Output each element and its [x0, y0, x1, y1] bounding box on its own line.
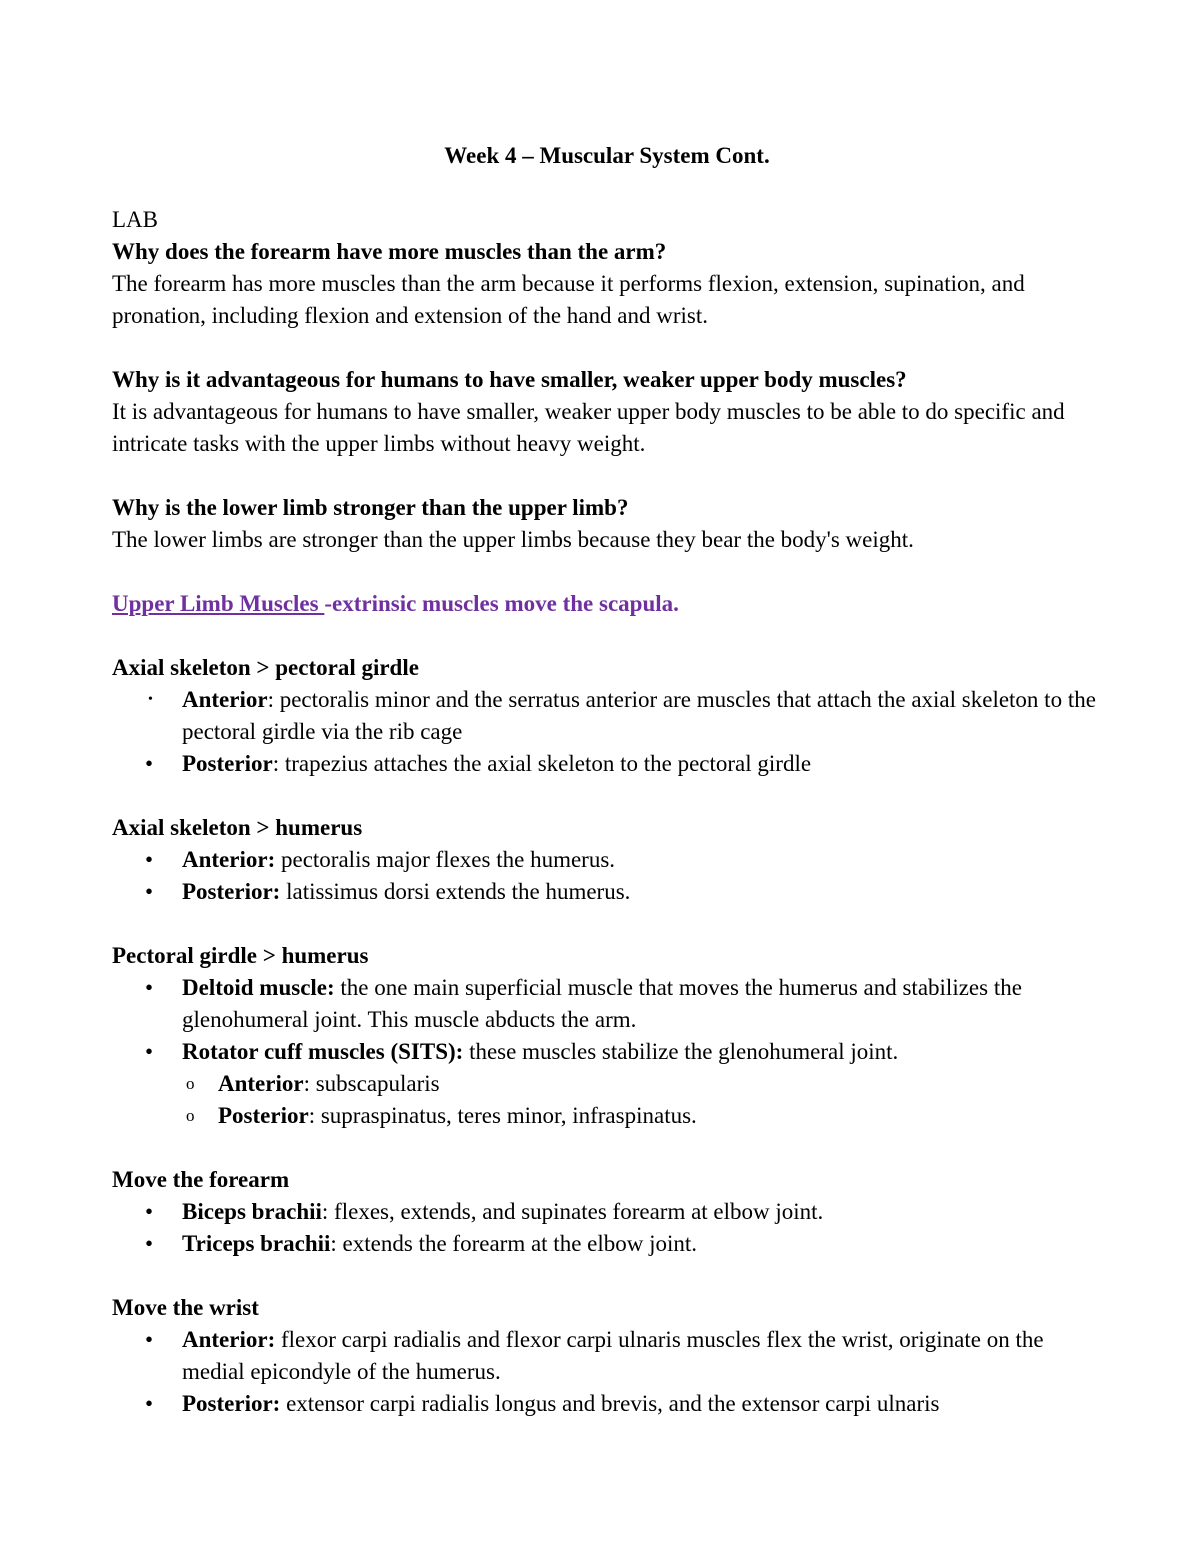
bullet-icon: • — [145, 1199, 154, 1224]
section-heading-move-wrist: Move the wrist — [112, 1295, 259, 1320]
section-list-move-forearm — [112, 1196, 1102, 1260]
list-item-term: Anterior: — [182, 847, 276, 872]
sub-list-item — [182, 1068, 1102, 1100]
list-item — [112, 684, 1102, 748]
list-item-text: : trapezius attaches the axial skeleton to the pectoral girdle — [272, 751, 812, 776]
document-page — [112, 140, 1102, 1420]
bullet-icon: • — [148, 692, 153, 707]
sub-list-item-term: Anterior — [218, 1071, 304, 1096]
list-item — [112, 1388, 1102, 1420]
bullet-icon: • — [145, 1039, 154, 1064]
list-item-text: : extends the forearm at the elbow joint. — [330, 1231, 698, 1256]
list-item — [112, 748, 1102, 780]
list-item — [112, 1324, 1102, 1388]
list-item-term: Posterior: — [182, 1391, 281, 1416]
list-item-term: Rotator cuff muscles (SITS): — [182, 1039, 464, 1064]
section-heading-axial-humerus: Axial skeleton > humerus — [112, 815, 363, 840]
page-title: Week 4 – Muscular System Cont. — [444, 143, 770, 168]
list-item-text: flexor carpi radialis and flexor carpi ulnaris muscles flex the wrist, originate on the medial epicondyle of the humerus. — [182, 1327, 1044, 1384]
section-heading-pectoral-humerus: Pectoral girdle > humerus — [112, 943, 369, 968]
list-item-text: : flexes, extends, and supinates forearm at elbow joint. — [321, 1199, 824, 1224]
bullet-icon: • — [145, 879, 154, 904]
bullet-icon: • — [145, 1231, 154, 1256]
list-item-term: Anterior: — [182, 1327, 276, 1352]
list-item-term: Deltoid muscle: — [182, 975, 335, 1000]
list-item-term: Anterior — [182, 687, 268, 712]
bullet-icon: • — [145, 1327, 154, 1352]
section-list-axial-pectoral — [112, 684, 1102, 780]
bullet-icon: • — [145, 975, 154, 1000]
list-item-text: extensor carpi radialis longus and brevis, and the extensor carpi ulnaris — [280, 1391, 940, 1416]
list-item-term: Biceps brachii — [182, 1199, 322, 1224]
upper-limb-heading — [112, 588, 1102, 620]
list-item-text: pectoralis major flexes the humerus. — [275, 847, 616, 872]
list-item — [112, 876, 1102, 908]
list-item-text: the one main superficial muscle that moves the humerus and stabilizes the glenohumeral joint. This muscle abducts the arm. — [182, 975, 1022, 1032]
question-2: Why is it advantageous for humans to have smaller, weaker upper body muscles? — [112, 367, 907, 392]
answer-2: It is advantageous for humans to have smaller, weaker upper body muscles to be able to do specific and intricate tasks with the upper limbs without heavy weight. — [112, 399, 1065, 456]
list-item-term: Posterior: — [182, 879, 281, 904]
section-list-pectoral-humerus — [112, 972, 1102, 1132]
bullet-icon: • — [145, 847, 154, 872]
section-list-axial-humerus — [112, 844, 1102, 908]
list-item — [112, 844, 1102, 876]
sub-list-item-term: Posterior — [218, 1103, 309, 1128]
lab-label: LAB — [112, 207, 158, 232]
section-list-move-wrist — [112, 1324, 1102, 1420]
list-item — [112, 1196, 1102, 1228]
list-item — [112, 1036, 1102, 1132]
bullet-icon: • — [145, 751, 154, 776]
hollow-bullet-icon: o — [186, 1106, 195, 1125]
hollow-bullet-icon: o — [186, 1074, 195, 1093]
bullet-icon: • — [145, 1391, 154, 1416]
question-3: Why is the lower limb stronger than the upper limb? — [112, 495, 629, 520]
sub-list-rotator-cuff — [182, 1068, 1102, 1132]
list-item-term: Triceps brachii — [182, 1231, 331, 1256]
sub-list-item-text: : supraspinatus, teres minor, infraspinatus. — [308, 1103, 697, 1128]
sub-list-item-text: : subscapularis — [303, 1071, 440, 1096]
list-item-text: latissimus dorsi extends the humerus. — [280, 879, 631, 904]
list-item — [112, 1228, 1102, 1260]
question-1: Why does the forearm have more muscles than the arm? — [112, 239, 667, 264]
section-heading-axial-pectoral: Axial skeleton > pectoral girdle — [112, 655, 419, 680]
list-item-text: these muscles stabilize the glenohumeral joint. — [463, 1039, 899, 1064]
section-heading-move-forearm: Move the forearm — [112, 1167, 290, 1192]
list-item — [112, 972, 1102, 1036]
answer-3: The lower limbs are stronger than the upper limbs because they bear the body's weight. — [112, 527, 914, 552]
upper-limb-heading-rest: -extrinsic muscles move the scapula. — [324, 591, 679, 616]
list-item-text: : pectoralis minor and the serratus anterior are muscles that attach the axial skeleton to the pectoral girdle via the rib cage — [182, 687, 1096, 744]
list-item-term: Posterior — [182, 751, 273, 776]
upper-limb-link[interactable]: Upper Limb Muscles — [112, 591, 325, 616]
sub-list-item — [182, 1100, 1102, 1132]
answer-1: The forearm has more muscles than the arm because it performs flexion, extension, supination, and pronation, including flexion and extension of the hand and wrist. — [112, 271, 1025, 328]
